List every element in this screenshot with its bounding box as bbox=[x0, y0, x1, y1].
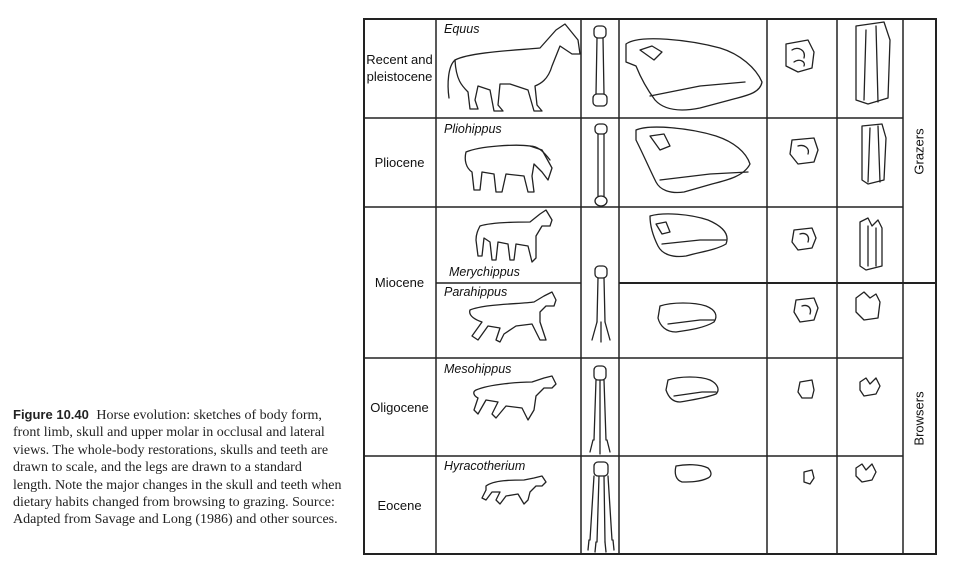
molar-occlusal-sketch bbox=[792, 228, 816, 250]
molar-occlusal-sketch bbox=[786, 40, 814, 72]
skull-sketch bbox=[658, 303, 716, 332]
diet-label-grazers: Grazers bbox=[911, 128, 927, 175]
diet-label-browsers: Browsers bbox=[911, 390, 927, 446]
horse-body-sketch bbox=[448, 24, 580, 111]
era-miocene: Miocene bbox=[374, 275, 425, 290]
molar-lateral-sketch bbox=[856, 464, 876, 482]
skull-sketch bbox=[626, 39, 762, 110]
horse-body-sketch bbox=[470, 292, 556, 342]
horse-body-sketch bbox=[465, 145, 552, 192]
genus-hyracotherium: Hyracotherium bbox=[444, 459, 526, 473]
era-eocene: Eocene bbox=[377, 498, 422, 513]
front-limb-sketch bbox=[588, 462, 614, 552]
front-limb-sketch bbox=[590, 366, 610, 454]
molar-lateral-sketch bbox=[856, 22, 890, 104]
caption-text: Horse evolution: sketches of body form, front limb, skull and upper molar in occlusal and lateral views. The whole-body restorations, skulls and teeth are drawn to scale, and the legs are drawn to a standard length. Note the major changes in the skull and teeth when dietary habits changed from browsing to grazing. Source: Adapted from Savage and Long (1986) and other sources. bbox=[13, 408, 342, 528]
molar-occlusal-sketch bbox=[790, 138, 818, 164]
front-limb-sketch bbox=[593, 26, 607, 106]
era-oligocene: Oligocene bbox=[370, 399, 429, 415]
skull-sketch bbox=[675, 465, 711, 482]
genus-pliohippus: Pliohippus bbox=[444, 122, 502, 136]
era-pliocene: Pliocene bbox=[374, 155, 425, 170]
horse-body-sketch bbox=[476, 210, 552, 262]
horse-body-sketch bbox=[482, 476, 546, 504]
skull-sketch bbox=[666, 377, 718, 402]
molar-lateral-sketch bbox=[860, 218, 882, 270]
molar-occlusal-sketch bbox=[794, 298, 818, 322]
figure-label: Figure 10.40 bbox=[13, 407, 89, 422]
molar-occlusal-sketch bbox=[798, 380, 814, 398]
molar-lateral-sketch bbox=[862, 124, 886, 184]
front-limb-sketch bbox=[592, 266, 610, 342]
genus-merychippus: Merychippus bbox=[449, 265, 520, 279]
skull-sketch bbox=[650, 214, 727, 257]
horse-body-sketch bbox=[474, 376, 556, 420]
genus-parahippus: Parahippus bbox=[444, 285, 508, 299]
molar-lateral-sketch bbox=[860, 378, 880, 396]
molar-lateral-sketch bbox=[856, 292, 880, 320]
genus-equus: Equus bbox=[444, 22, 480, 36]
era-recent-pleistocene: Recent and pleistocene bbox=[366, 52, 433, 84]
molar-occlusal-sketch bbox=[804, 470, 814, 484]
genus-mesohippus: Mesohippus bbox=[444, 362, 512, 376]
front-limb-sketch bbox=[595, 124, 607, 206]
skull-sketch bbox=[636, 127, 750, 192]
